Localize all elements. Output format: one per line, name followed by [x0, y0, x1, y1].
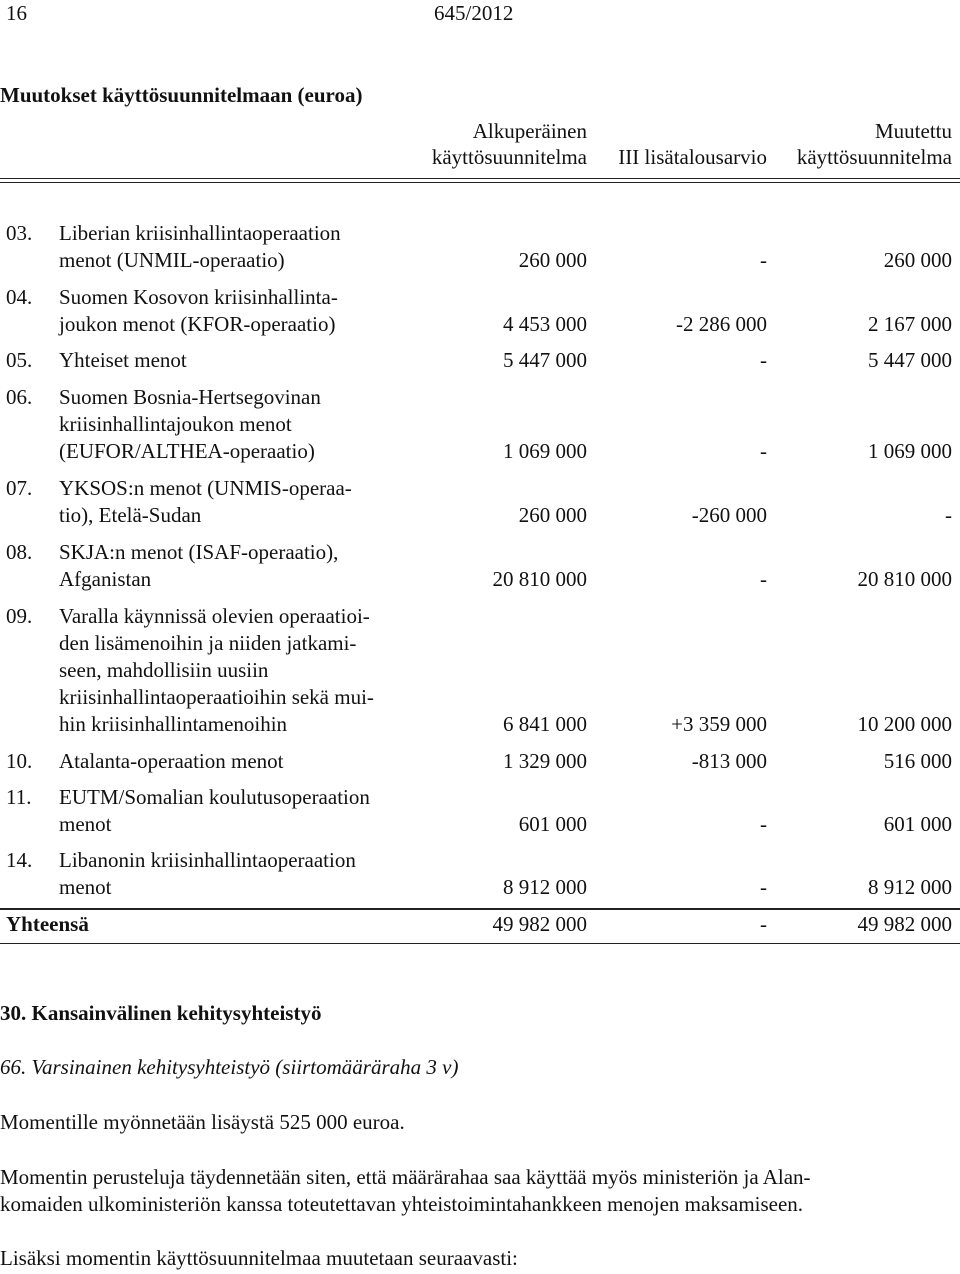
- row-code: 04.: [6, 285, 33, 309]
- row-label-line: menot (UNMIL-operaatio): [59, 248, 285, 272]
- row-change-value: +3 359 000: [671, 712, 767, 736]
- row-label-line: YKSOS:n menot (UNMIS-operaa-: [59, 476, 352, 500]
- row-amended-value: 5 447 000: [868, 348, 952, 372]
- row-original-value: 8 912 000: [503, 875, 587, 899]
- row-amended-value: -: [945, 503, 952, 527]
- row-label-line: Yhteiset menot: [59, 348, 187, 372]
- total-label: Yhteensä: [6, 912, 89, 936]
- row-change-value: -: [760, 348, 767, 372]
- row-change-value: -: [760, 875, 767, 899]
- row-label-line: Libanonin kriisinhallintaoperaation: [59, 848, 356, 872]
- row-amended-value: 20 810 000: [857, 567, 952, 591]
- row-code: 08.: [6, 540, 33, 564]
- header-supplementary-budget: III lisätalousarvio: [618, 145, 767, 169]
- row-original-value: 1 069 000: [503, 439, 587, 463]
- row-change-value: -260 000: [691, 503, 767, 527]
- table-bottom-rule: [0, 943, 960, 944]
- row-original-value: 20 810 000: [492, 567, 587, 591]
- row-label-line: menot: [59, 812, 112, 836]
- row-label-line: tio), Etelä-Sudan: [59, 503, 202, 527]
- total-original-value: 49 982 000: [492, 912, 587, 936]
- row-amended-value: 8 912 000: [868, 875, 952, 899]
- row-label-line: menot: [59, 875, 112, 899]
- row-label-line: (EUFOR/ALTHEA-operaatio): [59, 439, 315, 463]
- row-label-line: Varalla käynnissä olevien operaatioi-: [59, 604, 370, 628]
- row-label-line: kriisinhallintaoperaatioihin sekä mui-: [59, 685, 374, 709]
- row-label-line: Afganistan: [59, 567, 152, 591]
- paragraph-line: Momentin perusteluja täydennetään siten, että määrärahaa saa käyttää myös ministeriön ja Alan-: [0, 1165, 811, 1189]
- row-original-value: 4 453 000: [503, 312, 587, 336]
- row-label-line: hin kriisinhallintamenoihin: [59, 712, 288, 736]
- row-label-line: Suomen Bosnia-Hertsegovinan: [59, 385, 321, 409]
- row-code: 07.: [6, 476, 33, 500]
- header-rule-top: [0, 178, 960, 179]
- paragraph-line: komaiden ulkoministeriön kanssa toteutettavan yhteistoimintahankkeen menojen maksamiseen.: [0, 1192, 804, 1216]
- row-label-line: seen, mahdollisiin uusiin: [59, 658, 269, 682]
- row-label-line: joukon menot (KFOR-operaatio): [59, 312, 336, 336]
- header-rule-bottom: [0, 182, 960, 183]
- header-amended-line1: Muutettu: [875, 119, 952, 143]
- row-code: 03.: [6, 221, 33, 245]
- row-original-value: 1 329 000: [503, 749, 587, 773]
- header-amended-line2: käyttösuunnitelma: [796, 145, 952, 169]
- row-code: 06.: [6, 385, 33, 409]
- total-rule: [0, 908, 960, 910]
- row-label-line: Suomen Kosovon kriisinhallinta-: [59, 285, 338, 309]
- table-title: Muutokset käyttösuunnitelmaan (euroa): [0, 83, 363, 107]
- row-amended-value: 2 167 000: [868, 312, 952, 336]
- paragraph: Momentille myönnetään lisäystä 525 000 euroa.: [0, 1110, 405, 1134]
- row-amended-value: 260 000: [883, 248, 952, 272]
- row-change-value: -: [760, 567, 767, 591]
- row-label-line: Atalanta-operaation menot: [59, 749, 284, 773]
- row-code: 14.: [6, 848, 33, 872]
- row-change-value: -2 286 000: [676, 312, 767, 336]
- row-label-line: kriisinhallintajoukon menot: [59, 412, 292, 436]
- row-code: 09.: [6, 604, 33, 628]
- row-change-value: -: [760, 248, 767, 272]
- row-code: 11.: [6, 785, 32, 809]
- section-heading: 30. Kansainvälinen kehitysyhteistyö: [0, 1001, 322, 1025]
- paragraph: Lisäksi momentin käyttösuunnitelmaa muutetaan seuraavasti:: [0, 1246, 518, 1270]
- header-original-line2: käyttösuunnitelma: [431, 145, 587, 169]
- section-subheading: 66. Varsinainen kehitysyhteistyö (siirtomääräraha 3 v): [0, 1055, 459, 1079]
- row-label-line: SKJA:n menot (ISAF-operaatio),: [59, 540, 339, 564]
- row-change-value: -: [760, 439, 767, 463]
- row-amended-value: 516 000: [883, 749, 952, 773]
- total-change-value: -: [760, 912, 767, 936]
- page-number: 16: [6, 1, 27, 25]
- row-amended-value: 10 200 000: [857, 712, 952, 736]
- row-original-value: 260 000: [518, 503, 587, 527]
- row-code: 05.: [6, 348, 33, 372]
- row-change-value: -: [760, 812, 767, 836]
- row-amended-value: 1 069 000: [868, 439, 952, 463]
- row-original-value: 260 000: [518, 248, 587, 272]
- row-change-value: -813 000: [691, 749, 767, 773]
- row-original-value: 5 447 000: [503, 348, 587, 372]
- row-amended-value: 601 000: [883, 812, 952, 836]
- header-original-line1: Alkuperäinen: [472, 119, 587, 143]
- document-id: 645/2012: [434, 1, 514, 25]
- row-label-line: Liberian kriisinhallintaoperaation: [59, 221, 341, 245]
- total-amended-value: 49 982 000: [857, 912, 952, 936]
- row-original-value: 601 000: [518, 812, 587, 836]
- row-label-line: den lisämenoihin ja niiden jatkami-: [59, 631, 357, 655]
- row-label-line: EUTM/Somalian koulutusoperaation: [59, 785, 370, 809]
- row-original-value: 6 841 000: [503, 712, 587, 736]
- row-code: 10.: [6, 749, 33, 773]
